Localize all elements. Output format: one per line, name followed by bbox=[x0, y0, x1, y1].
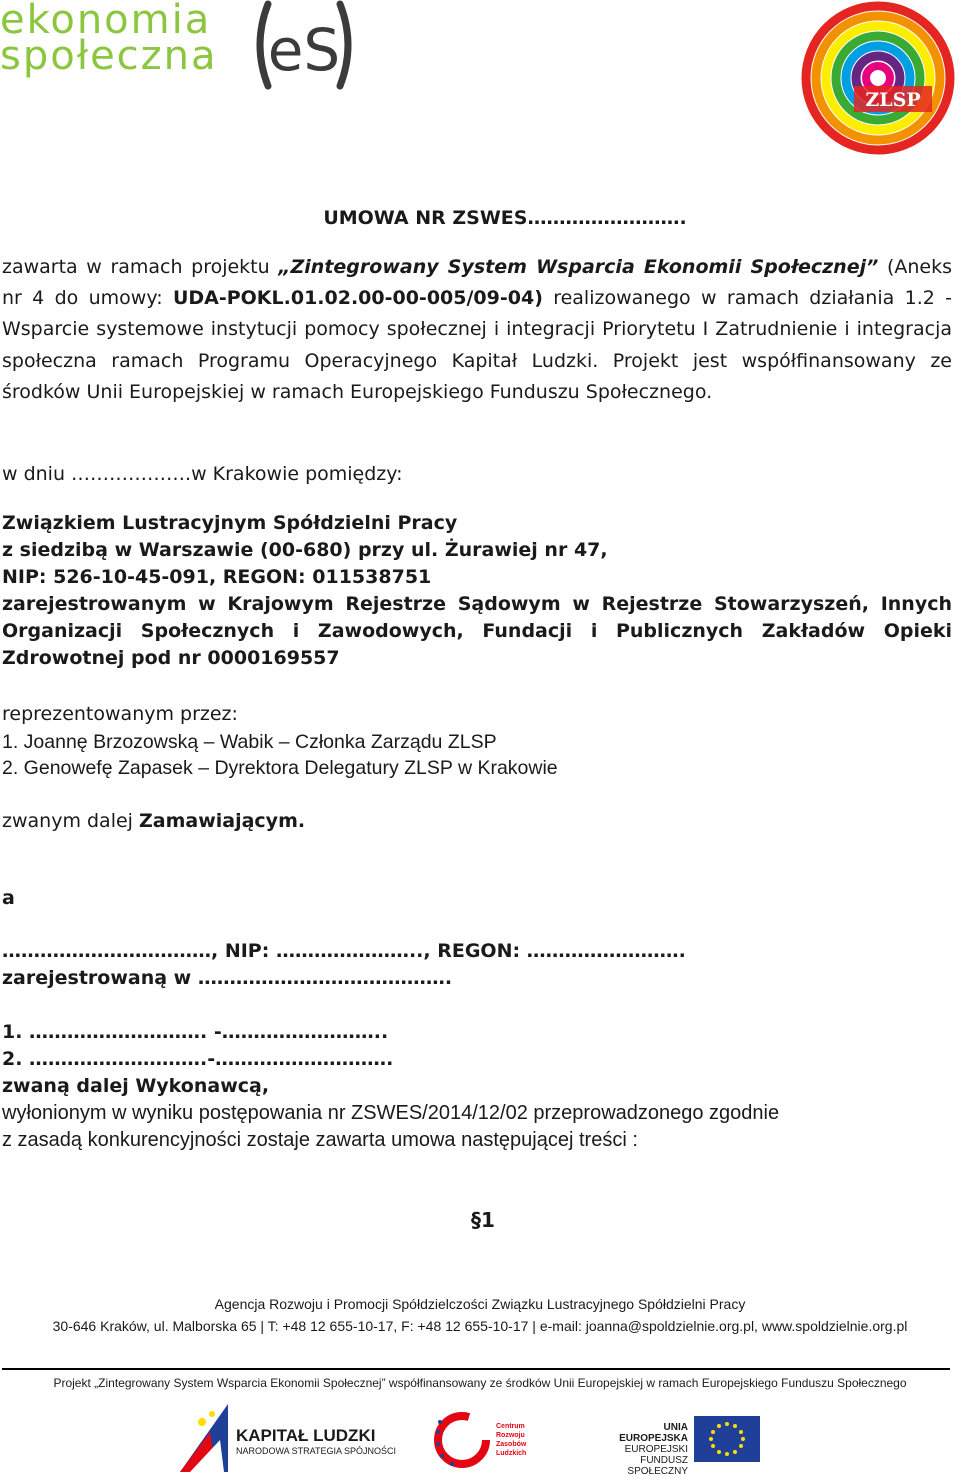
party1-rep-1: 1. Joannę Brzozowską – Wabik – Członka Zarządu ZLSP bbox=[2, 731, 497, 753]
eu-text bbox=[598, 1422, 688, 1477]
kapital-ludzki-emblem bbox=[180, 1404, 228, 1472]
party1-ids: NIP: 526-10-45-091, REGON: 011538751 bbox=[2, 566, 432, 588]
zlsp-logo bbox=[792, 0, 960, 168]
intro-p3: realizowanego w ramach działania 1.2 - Wsparcie systemowe instytucji pomocy społecznej i integracji Priorytetu I Zatrudnienie i integracja społeczna ramach Programu Operacyjnego Kapitał Ludzki. Projekt jest współfinansowany ze środków Unii Europejskiej w ramach Europejskiego Funduszu Społecznego. bbox=[2, 287, 953, 403]
party2-ids: ……………………………, NIP: ………………….., REGON: ……………………. bbox=[2, 940, 686, 962]
crzl-emblem bbox=[434, 1412, 498, 1468]
contract-title: UMOWA NR ZSWES……………………. bbox=[323, 207, 687, 229]
footer-project-note: Projekt „Zintegrowany System Wsparcia Ekonomii Społecznej” współfinansowany ze środków Unii Europejskiej w ramach Europejskiego Funduszu Społecznego bbox=[53, 1376, 907, 1390]
party1-called bbox=[2, 808, 305, 834]
intro-p1: zawarta w ramach projektu bbox=[2, 256, 279, 278]
svg-text:eS: eS bbox=[267, 16, 341, 84]
party1-rep-2: 2. Genowefę Zapasek – Dyrektora Delegatury ZLSP w Krakowie bbox=[2, 757, 558, 779]
ekonomia-spoleczna-logo bbox=[0, 0, 218, 79]
crzl-line3: Zasobów bbox=[496, 1441, 527, 1448]
zlsp-logo-text: ZLSP bbox=[865, 89, 921, 111]
crzl-line4: Ludzkich bbox=[496, 1450, 527, 1457]
crzl-line1: Centrum bbox=[496, 1423, 525, 1430]
crzl-text bbox=[496, 1422, 526, 1458]
party1-registration: zarejestrowanym w Krajowym Rejestrze Sądowym w Rejestrze Stowarzyszeń, Innych Organizacji Społecznych i Zawodowych, Fundacji i Publicznych Zakładów Opieki Zdrowotnej pod nr 0000169557 bbox=[2, 593, 952, 669]
party1-called-prefix: zwanym dalej bbox=[2, 810, 139, 832]
party2-procedure: wyłonionym w wyniku postępowania nr ZSWES/2014/12/02 przeprowadzonego zgodnie bbox=[2, 1102, 780, 1124]
eu-line2: EUROPEJSKI bbox=[624, 1444, 688, 1455]
logo-es-line1: ekonomia bbox=[0, 0, 212, 43]
intro-paragraph bbox=[2, 252, 952, 408]
party1-rep-label: reprezentowanym przez: bbox=[2, 703, 238, 725]
party2-competition: z zasadą konkurencyjności zostaje zawarta umowa następującej treści : bbox=[2, 1129, 638, 1151]
party1-name: Związkiem Lustracyjnym Spółdzielni Pracy bbox=[2, 512, 458, 534]
intro-p2: (Aneks nr 4 do umowy: bbox=[2, 256, 952, 310]
party1-called-name: Zamawiającym. bbox=[138, 810, 306, 832]
party1-address: z siedzibą w Warszawie (00-680) przy ul. Żurawiej nr 47, bbox=[2, 539, 608, 561]
party2-rep-1: 1. ………………………. -…………………….. bbox=[2, 1021, 389, 1043]
kapital-ludzki-title: KAPITAŁ LUDZKI bbox=[236, 1426, 376, 1445]
es-mark-logo bbox=[250, 0, 358, 90]
date-line: w dniu ……………….w Krakowie pomiędzy: bbox=[2, 463, 403, 485]
intro-project-name: „Zintegrowany System Wsparcia Ekonomii Społecznej” bbox=[278, 256, 879, 278]
eu-line1: UNIA EUROPEJSKA bbox=[619, 1422, 688, 1444]
footer-divider bbox=[2, 1368, 950, 1370]
kapital-ludzki-subtitle: NARODOWA STRATEGIA SPÓJNOŚCI bbox=[236, 1446, 397, 1456]
logo-es-line2: społeczna bbox=[0, 33, 218, 79]
and-separator: a bbox=[2, 887, 15, 909]
footer-address: 30-646 Kraków, ul. Malborska 65 | T: +48 12 655-10-17, F: +48 12 655-10-17 | e-mail: joanna@spoldzielnie.org.pl, www.spoldzielnie.org.pl bbox=[52, 1318, 908, 1334]
section-heading: §1 bbox=[471, 1208, 495, 1232]
intro-agreement-code: UDA-POKL.01.02.00-00-005/09-04) bbox=[172, 287, 543, 310]
party2-rep-2: 2. ……………………….-………………………. bbox=[2, 1048, 394, 1070]
footer-logos bbox=[0, 1400, 960, 1476]
crzl-line2: Rozwoju bbox=[496, 1432, 525, 1439]
party2-called: zwaną dalej Wykonawcą, bbox=[2, 1075, 270, 1097]
party2-registration: zarejestrowaną w …………………………………. bbox=[2, 967, 453, 989]
footer-organization: Agencja Rozwoju i Promocji Spółdzielczości Związku Lustracyjnego Spółdzielni Pracy bbox=[214, 1296, 746, 1312]
eu-line3: FUNDUSZ SPOŁECZNY bbox=[627, 1455, 688, 1477]
eu-flag bbox=[694, 1416, 760, 1462]
